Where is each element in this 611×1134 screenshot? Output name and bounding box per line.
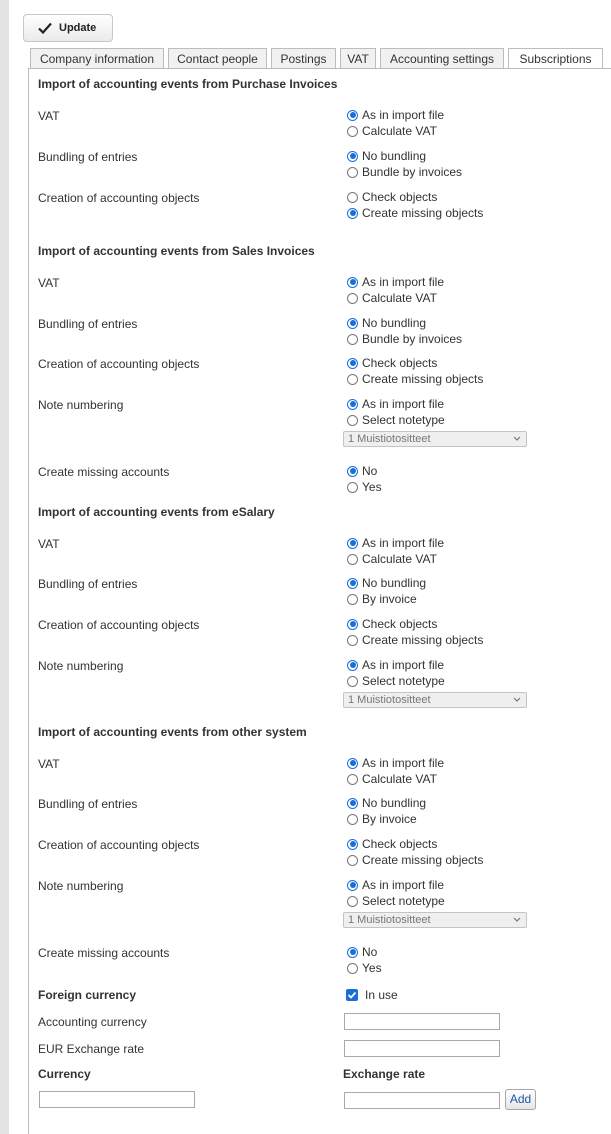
sales-objects-option-2[interactable] — [347, 372, 483, 386]
radio-button-icon — [347, 660, 358, 671]
accounting-currency-input[interactable] — [344, 1013, 500, 1030]
sales-notes-option-2[interactable] — [347, 413, 445, 427]
purchase-objects-option-2[interactable] — [347, 206, 483, 220]
esalary-notes-option-1[interactable] — [347, 658, 444, 672]
sales-bundling-option-1[interactable] — [347, 316, 426, 330]
section-title-esalary: Import of accounting events from eSalary — [38, 505, 275, 519]
radio-option-label: By invoice — [362, 592, 417, 606]
sales-bundling-option-2[interactable] — [347, 332, 462, 346]
esalary-bundling-label: Bundling of entries — [38, 577, 138, 591]
purchase-objects-label: Creation of accounting objects — [38, 191, 200, 205]
other-objects-option-1[interactable] — [347, 837, 437, 851]
other-objects-label: Creation of accounting objects — [38, 838, 200, 852]
currency-column-label: Currency — [38, 1067, 91, 1081]
purchase-bundling-option-1[interactable] — [347, 149, 426, 163]
sales-objects-label: Creation of accounting objects — [38, 357, 200, 371]
sales-accounts-label: Create missing accounts — [38, 465, 170, 479]
radio-option-label: By invoice — [362, 812, 417, 826]
section-title-purchase: Import of accounting events from Purchase Invoices — [38, 77, 338, 91]
chevron-down-icon — [513, 694, 521, 710]
purchase-vat-option-1[interactable] — [347, 108, 444, 122]
radio-option-label: Create missing objects — [362, 633, 484, 647]
radio-option-label: Select notetype — [362, 674, 445, 688]
tab-accounting-settings[interactable]: Accounting settings — [380, 48, 504, 69]
radio-option-label: No bundling — [362, 796, 427, 810]
radio-button-icon — [347, 798, 358, 809]
purchase-vat-option-2[interactable] — [347, 124, 437, 138]
radio-button-icon — [347, 594, 358, 605]
radio-option-label: As in import file — [362, 658, 445, 672]
radio-button-icon — [347, 676, 358, 687]
esalary-objects-label: Creation of accounting objects — [38, 618, 200, 632]
tab-subscriptions[interactable]: Subscriptions — [508, 48, 603, 70]
sales-bundling-label: Bundling of entries — [38, 317, 138, 331]
radio-option-label: Select notetype — [362, 894, 445, 908]
radio-option-label: As in import file — [362, 397, 445, 411]
sales-accounts-option-2[interactable] — [347, 480, 382, 494]
radio-button-icon — [347, 167, 358, 178]
notetype-select-value: 1 Muistiotositteet — [348, 914, 431, 926]
radio-button-icon — [347, 277, 358, 288]
radio-button-icon — [347, 415, 358, 426]
radio-button-icon — [347, 318, 358, 329]
foreign-currency-label: Foreign currency — [38, 988, 137, 1002]
radio-option-label: As in import file — [362, 275, 445, 289]
radio-option-label: As in import file — [362, 536, 445, 550]
other-notes-label: Note numbering — [38, 879, 124, 893]
other-accounts-option-2[interactable] — [347, 961, 382, 975]
radio-button-icon — [347, 374, 358, 385]
radio-option-label: As in import file — [362, 756, 445, 770]
radio-option-label: Yes — [362, 961, 382, 975]
notetype-select-value: 1 Muistiotositteet — [348, 694, 431, 706]
sales-objects-option-1[interactable] — [347, 356, 437, 370]
radio-button-icon — [347, 947, 358, 958]
esalary-notes-option-2[interactable] — [347, 674, 445, 688]
radio-option-label: No bundling — [362, 576, 427, 590]
eur-exchange-rate-input[interactable] — [344, 1040, 500, 1057]
radio-button-icon — [347, 839, 358, 850]
radio-button-icon — [347, 482, 358, 493]
notetype-select-value: 1 Muistiotositteet — [348, 433, 431, 445]
radio-button-icon — [347, 538, 358, 549]
exchange-rate-column-label: Exchange rate — [343, 1067, 426, 1081]
sales-notes-option-1[interactable] — [347, 397, 444, 411]
radio-button-icon — [347, 192, 358, 203]
radio-option-label: Select notetype — [362, 413, 445, 427]
radio-option-label: Yes — [362, 480, 382, 494]
radio-button-icon — [347, 466, 358, 477]
radio-button-icon — [347, 896, 358, 907]
eur-exchange-rate-label: EUR Exchange rate — [38, 1042, 145, 1056]
radio-button-icon — [347, 399, 358, 410]
sales-vat-option-1[interactable] — [347, 275, 444, 289]
radio-button-icon — [347, 619, 358, 630]
other-notes-option-2[interactable] — [347, 894, 445, 908]
chevron-down-icon — [513, 433, 521, 449]
esalary-vat-label: VAT — [38, 537, 60, 551]
subscriptions-panel — [28, 68, 611, 1134]
checkmark-icon — [38, 22, 52, 34]
radio-option-label: No — [362, 945, 378, 959]
sales-accounts-option-1[interactable] — [347, 464, 377, 478]
sales-vat-label: VAT — [38, 276, 60, 290]
update-button[interactable] — [23, 14, 113, 42]
radio-button-icon — [347, 110, 358, 121]
radio-option-label: Check objects — [362, 356, 438, 370]
radio-button-icon — [347, 208, 358, 219]
radio-option-label: No bundling — [362, 149, 427, 163]
purchase-objects-option-1[interactable] — [347, 190, 437, 204]
radio-option-label: As in import file — [362, 878, 445, 892]
in-use-label: In use — [365, 988, 398, 1002]
exchange-rate-input[interactable] — [344, 1092, 500, 1109]
tab-vat[interactable]: VAT — [340, 48, 376, 69]
radio-button-icon — [347, 126, 358, 137]
other-notetype-select[interactable] — [343, 912, 527, 928]
radio-button-icon — [347, 855, 358, 866]
radio-option-label: Calculate VAT — [362, 291, 437, 305]
esalary-notes-label: Note numbering — [38, 659, 124, 673]
left-rail — [0, 0, 9, 1134]
radio-button-icon — [347, 814, 358, 825]
radio-option-label: Bundle by invoices — [362, 165, 463, 179]
currency-input[interactable] — [39, 1091, 195, 1108]
sales-notes-label: Note numbering — [38, 398, 124, 412]
radio-button-icon — [347, 963, 358, 974]
section-title-sales: Import of accounting events from Sales Invoices — [38, 244, 315, 258]
other-bundling-option-1[interactable] — [347, 796, 426, 810]
radio-option-label: Create missing objects — [362, 206, 484, 220]
radio-option-label: As in import file — [362, 108, 445, 122]
radio-button-icon — [347, 774, 358, 785]
radio-option-label: Check objects — [362, 617, 438, 631]
esalary-notetype-select[interactable] — [343, 692, 527, 708]
other-bundling-option-2[interactable] — [347, 812, 417, 826]
esalary-bundling-option-1[interactable] — [347, 576, 426, 590]
purchase-vat-label: VAT — [38, 109, 60, 123]
purchase-bundling-label: Bundling of entries — [38, 150, 138, 164]
other-accounts-option-1[interactable] — [347, 945, 377, 959]
radio-option-label: Calculate VAT — [362, 124, 437, 138]
add-currency-button[interactable]: Add — [505, 1089, 536, 1110]
radio-button-icon — [347, 358, 358, 369]
other-vat-option-2[interactable] — [347, 772, 437, 786]
sales-notetype-select[interactable] — [343, 431, 527, 447]
tab-company-information[interactable]: Company information — [30, 48, 164, 69]
other-objects-option-2[interactable] — [347, 853, 483, 867]
chevron-down-icon — [513, 914, 521, 930]
section-title-other: Import of accounting events from other system — [38, 725, 307, 739]
tab-contact-people[interactable]: Contact people — [168, 48, 267, 69]
radio-button-icon — [347, 758, 358, 769]
radio-option-label: Create missing objects — [362, 853, 484, 867]
radio-button-icon — [347, 334, 358, 345]
radio-option-label: Bundle by invoices — [362, 332, 463, 346]
purchase-bundling-option-2[interactable] — [347, 165, 462, 179]
tab-postings[interactable]: Postings — [271, 48, 336, 69]
esalary-bundling-option-2[interactable] — [347, 592, 417, 606]
radio-option-label: No bundling — [362, 316, 427, 330]
radio-button-icon — [347, 635, 358, 646]
radio-option-label: Check objects — [362, 190, 438, 204]
esalary-objects-option-1[interactable] — [347, 617, 437, 631]
radio-option-label: No — [362, 464, 378, 478]
radio-button-icon — [347, 880, 358, 891]
other-vat-option-1[interactable] — [347, 756, 444, 770]
radio-button-icon — [347, 578, 358, 589]
other-accounts-label: Create missing accounts — [38, 946, 170, 960]
esalary-vat-option-2[interactable] — [347, 552, 437, 566]
radio-option-label: Create missing objects — [362, 372, 484, 386]
radio-option-label: Calculate VAT — [362, 552, 437, 566]
esalary-objects-option-2[interactable] — [347, 633, 483, 647]
sales-vat-option-2[interactable] — [347, 291, 437, 305]
accounting-currency-label: Accounting currency — [38, 1015, 147, 1029]
radio-option-label: Check objects — [362, 837, 438, 851]
check-icon — [346, 989, 358, 1001]
other-notes-option-1[interactable] — [347, 878, 444, 892]
radio-option-label: Calculate VAT — [362, 772, 437, 786]
in-use-checkbox[interactable] — [346, 989, 358, 1001]
radio-button-icon — [347, 151, 358, 162]
radio-button-icon — [347, 554, 358, 565]
other-bundling-label: Bundling of entries — [38, 797, 138, 811]
esalary-vat-option-1[interactable] — [347, 536, 444, 550]
other-vat-label: VAT — [38, 757, 60, 771]
update-button-label: Update — [59, 22, 97, 34]
radio-button-icon — [347, 293, 358, 304]
